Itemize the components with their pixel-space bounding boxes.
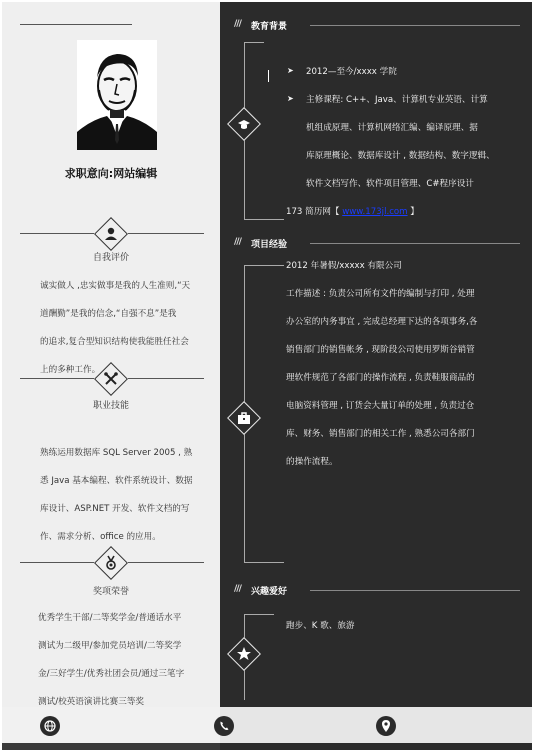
bullet-arrow-icon: ➤ [287,66,294,75]
briefcase-icon [234,408,254,428]
credit-link[interactable]: www.173jl.com [342,207,408,217]
top-divider [20,24,132,25]
experience-title: 项目经验 [251,240,288,250]
skills-title: 职业技能 [92,401,129,411]
hobbies-text: 跑步、K 歌、旅游 [286,621,355,631]
skills-text: 熟练运用数据库 SQL Server 2005 , 熟 悉 Java 基本编程、软件系统设计、数据 库设计、ASP.NET 开发、软件文档的写 作、需求分析、office 的应用。 [40,448,193,542]
awards-text: 优秀学生干部/二等奖学金/普通话水平 测试为二级甲/参加党员培训/二等奖学 金/三好学生/优秀社团会员/通过三笔字 测试/校英语演讲比赛三等奖 [38,613,185,707]
job-intention: 求职意向:网站编辑 [64,167,158,180]
bottom-strip [2,743,532,750]
education-header: /// 教育背景 [234,18,520,34]
portrait-image [77,40,157,150]
self-eval-title: 自我评价 [92,253,129,263]
hobbies-header: /// 兴趣爱好 [234,583,520,599]
awards-title: 奖项荣誉 [92,587,129,597]
resume-page [2,2,532,750]
medal-icon [101,553,121,573]
awards-header [2,546,220,580]
education-courses: 主修课程: C++、Java、计算机专业英语、计算 机组成原理、计算机网络汇编、编译原理、据 库原理概论、数据库设计 , 数据结构、数字逻辑、 软件文档写作、软件项目管理、C#程序设计 [306,95,495,189]
user-icon [101,224,121,244]
phone-icon[interactable] [214,716,234,736]
education-school: 2012—至今/xxxx 学院 [306,67,397,77]
education-title: 教育背景 [251,22,288,32]
credit-line: 173 简历网【 www.173jl.com 】 [286,207,419,217]
experience-heading: 2012 年暑假/xxxxx 有限公司 [286,261,402,271]
self-eval-header [2,217,220,251]
tools-icon [101,369,121,389]
experience-description: 工作描述 : 负责公司所有文件的编制与打印 , 处理 办公室的内务事宜 , 完成总经理下达的各项事务,各 销售部门的销售帐务 , 现阶段公司使用罗斯谷销管 理软件规范了各部门的操作流程 , 负责鞋服商品的 电脑资料管理 , 订货会大量订单的处理 , 负责过仓 库、财务、销售部门的相关工作 , 熟悉公司各部门 的操作流程。 [286,289,478,467]
self-eval-text: 诚实做人 ,忠实做事是我的人生准则,“天 道酬勤”是我的信念,“自强不息”是我 的追求,复合型知识结构使我能胜任社会 上的多种工作。 [40,281,191,375]
globe-icon[interactable] [40,716,60,736]
profile-photo [77,40,157,150]
skills-header [2,362,220,396]
star-icon [234,644,254,664]
graduation-icon [234,114,254,134]
bullet-arrow-icon: ➤ [287,94,294,103]
location-icon[interactable] [376,716,396,736]
experience-header: /// 项目经验 [234,236,520,252]
hobbies-title: 兴趣爱好 [251,587,288,597]
